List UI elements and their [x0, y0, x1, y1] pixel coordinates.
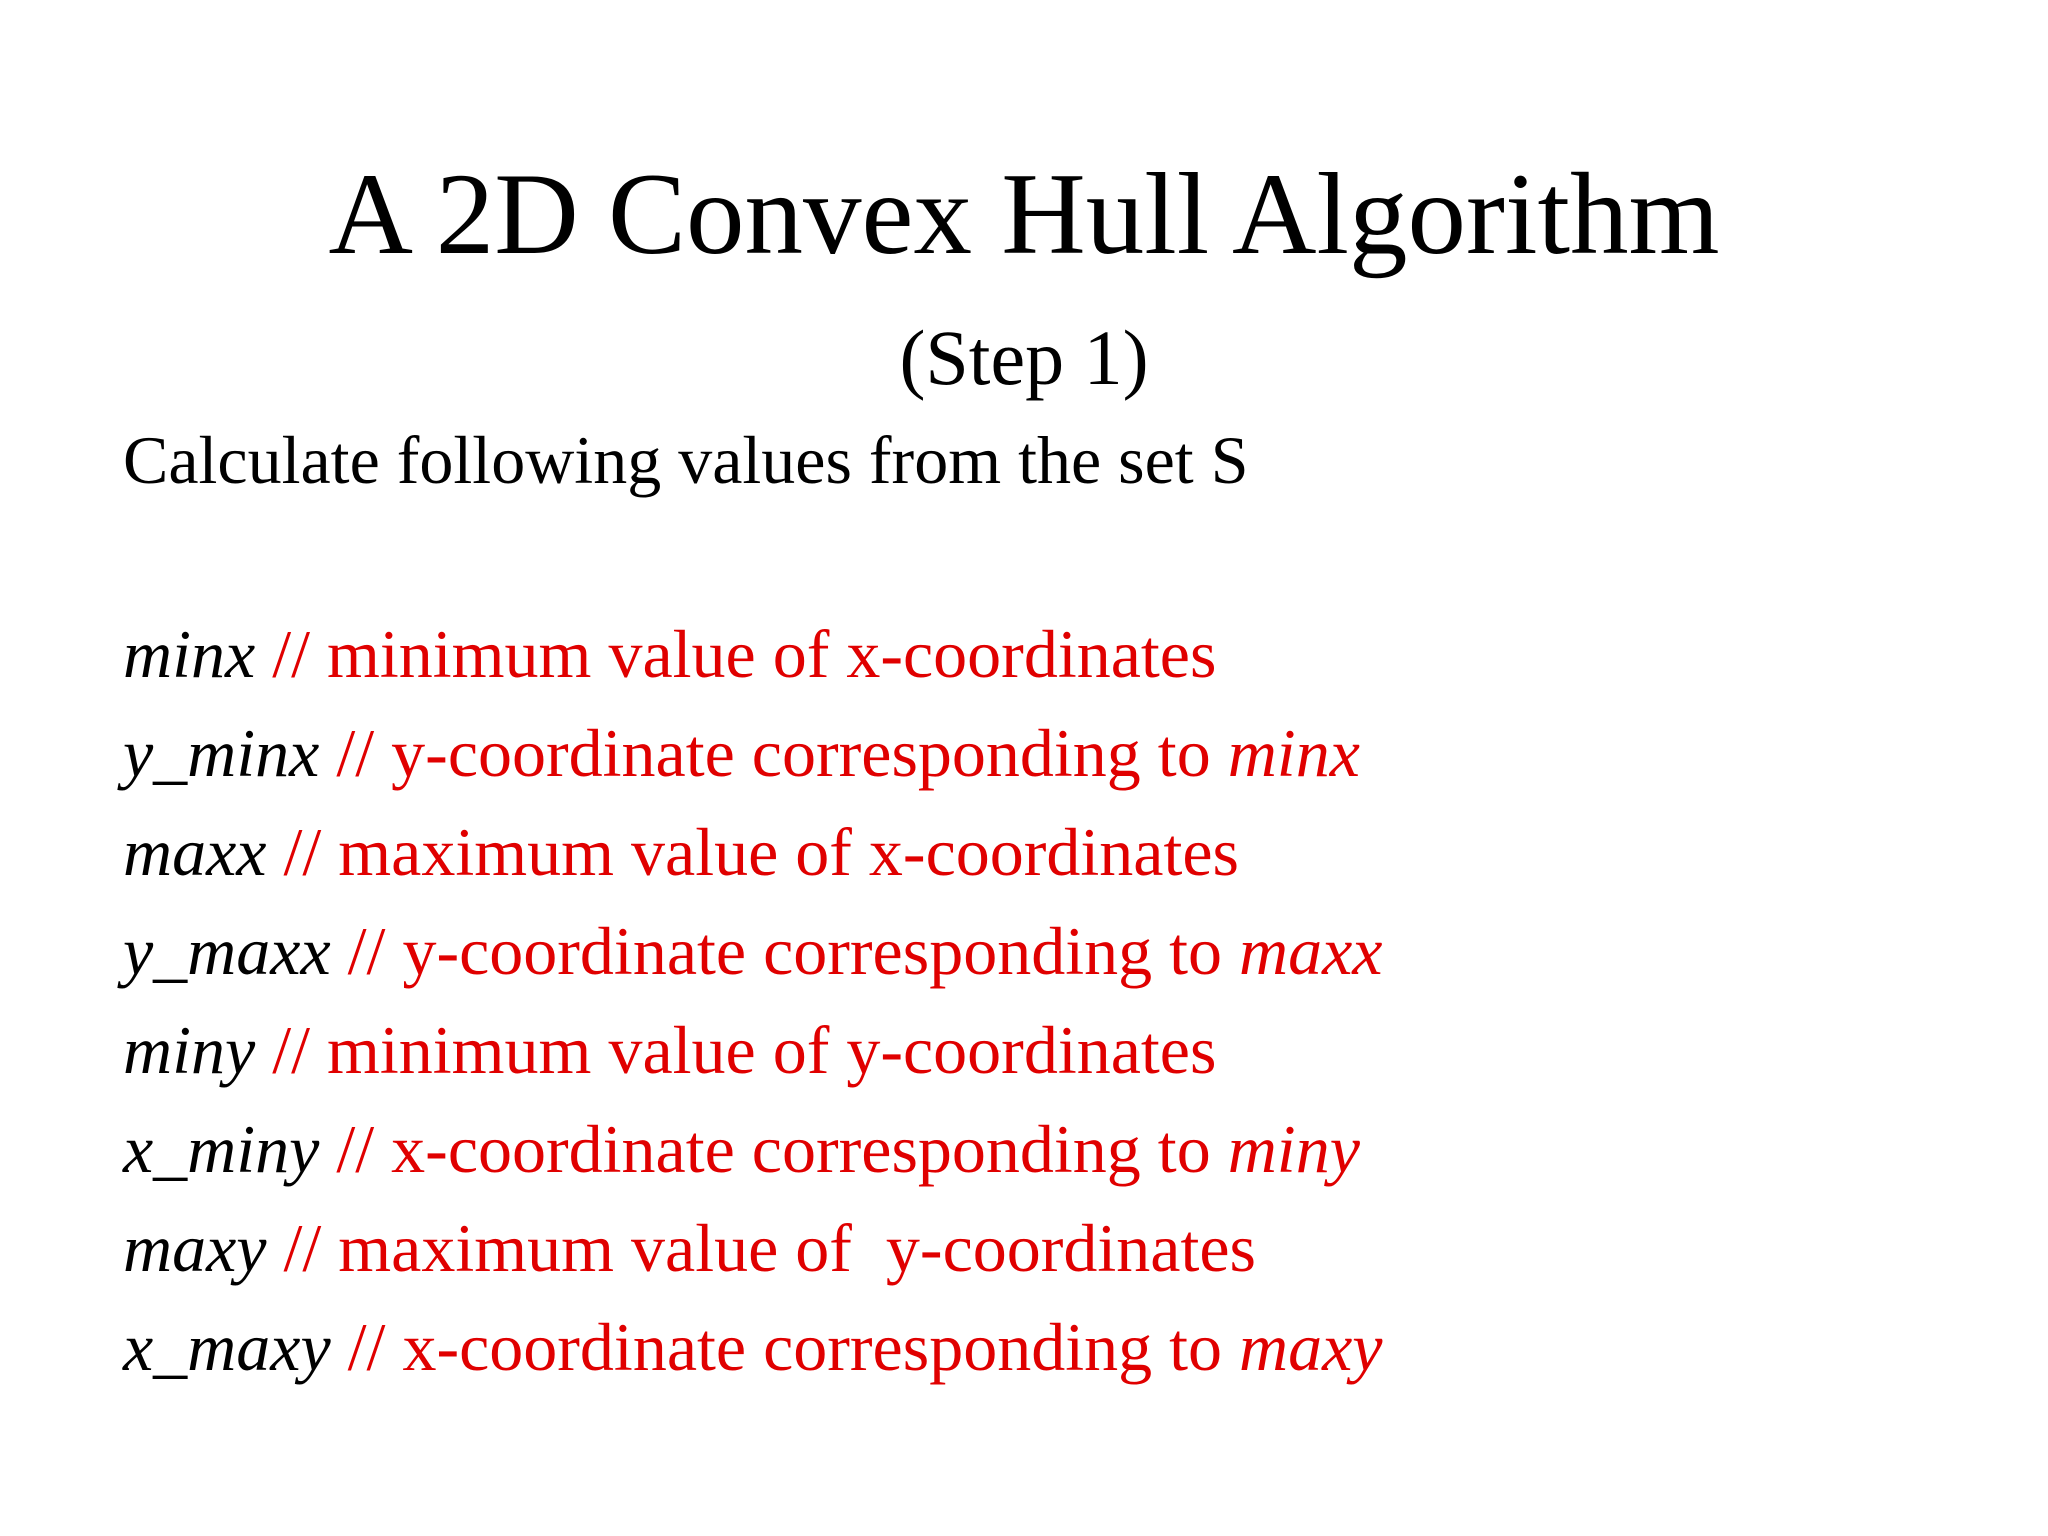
variable-description: x-coordinate corresponding to [402, 1309, 1222, 1385]
list-item [123, 803, 1382, 902]
comment-separator: // [347, 1309, 386, 1385]
variable-list [123, 605, 1382, 1397]
variable-description: x-coordinate corresponding to [391, 1111, 1211, 1187]
list-item [123, 1001, 1382, 1100]
variable-name: maxy [123, 1210, 267, 1286]
variable-name: x_maxy [123, 1309, 331, 1385]
variable-reference: maxy [1238, 1309, 1383, 1385]
variable-name: miny [123, 1012, 256, 1088]
variable-description: y-coordinate corresponding to [402, 913, 1222, 989]
variable-name: x_miny [123, 1111, 320, 1187]
comment-separator: // [272, 616, 310, 692]
list-item [123, 1100, 1382, 1199]
variable-reference: maxx [1238, 913, 1383, 989]
comment-separator: // [336, 1111, 375, 1187]
variable-name: minx [123, 616, 256, 692]
variable-name: y_minx [123, 715, 320, 791]
variable-description: maximum value of y-coordinates [338, 1210, 1257, 1286]
comment-separator: // [336, 715, 375, 791]
intro-text: Calculate following values from the set S [123, 422, 1249, 498]
comment-separator: // [347, 913, 386, 989]
list-item [123, 605, 1382, 704]
variable-reference: minx [1227, 715, 1360, 791]
comment-separator: // [283, 1210, 322, 1286]
list-item [123, 902, 1382, 1001]
variable-description: minimum value of y-coordinates [326, 1012, 1217, 1088]
variable-description: minimum value of x-coordinates [326, 616, 1217, 692]
variable-reference: miny [1227, 1111, 1360, 1187]
comment-separator: // [283, 814, 322, 890]
list-item [123, 704, 1382, 803]
list-item [123, 1298, 1382, 1397]
variable-name: maxx [123, 814, 267, 890]
comment-separator: // [272, 1012, 310, 1088]
slide-subtitle: (Step 1) [899, 314, 1149, 401]
variable-description: y-coordinate corresponding to [391, 715, 1211, 791]
variable-description: maximum value of x-coordinates [338, 814, 1240, 890]
variable-name: y_maxx [123, 913, 331, 989]
list-item [123, 1199, 1382, 1298]
slide-title: A 2D Convex Hull Algorithm [328, 150, 1720, 279]
